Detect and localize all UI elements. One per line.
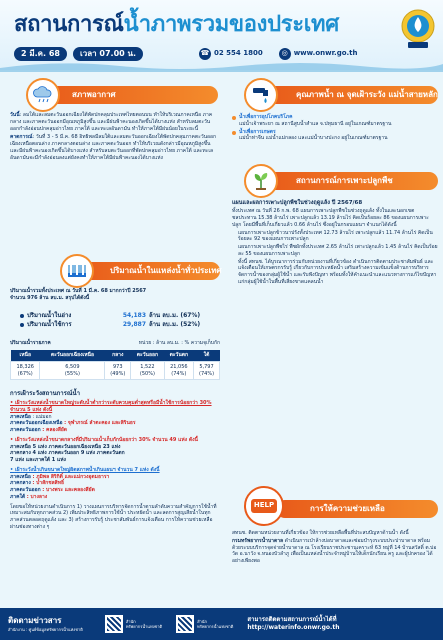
alert-line-key: ภาคตะวันออก: [10, 487, 41, 494]
table-header: ตะวันออกเฉียงเหนือ: [40, 350, 105, 361]
globe-icon: ◎: [279, 48, 291, 60]
footer-qr-2[interactable]: [176, 615, 233, 633]
help-p2-text: ดำเนินการเป่าล้างบ่อบาดาลและซ่อมบำรุงระบบประปาบาดาล พร้อมด้วยระบบบริการจุดจ่ายน้ำบาดาล ณ โรงเรียนราชประชานุเคราะห์ 63 หมู่ที่ 14 บ้านสวัสดิ์ ต.บ่อวัด อ.นาวัง จ.หนองบัวลำภู เพื่อเป็นแหล่งน้ำประจำหมู่บ้านให้เด็กนักเรียน ครู และผู้ปกครอง ได้อย่างเพียงพอ: [232, 537, 437, 564]
alert-line-value: : บางพระ และคลองสียัด: [42, 487, 95, 494]
footer-url[interactable]: http://waterinfo.onwr.go.th: [247, 624, 340, 631]
alert-3-line: [10, 494, 218, 501]
help-p2: [232, 538, 438, 565]
summary-label: ปริมาณน้ำใช้การ: [27, 321, 72, 329]
alert-line-key: ภาคตะวันออก: [10, 427, 41, 434]
crops-p1: ทั้งประเทศ ณ วันที่ 26 ก.พ. 68 แผนการเพาะปลูกพืชในช่วงฤดูแล้ง ทั้งในและนอกเขตชลประทาน 15.38 ล้านไร่ เพาะปลูกแล้ว 13.19 ล้านไร่ คิดเป็นร้อยละ 86 ของแผนการเพาะปลูก โดยมีพื้นที่เก็บเกี่ยวแล้ว 0.66 ล้านไร่ ซึ่งอยู่ในกรอบแผนฯ จำแนกได้ดังนี้: [232, 208, 429, 228]
weather-heading-text: สภาพอากาศ: [72, 89, 116, 99]
date-badge: 2 มี.ค. 68: [14, 47, 67, 62]
reservoir-heading: [76, 262, 220, 280]
alert-2-line: ภาคเหนือ 5 แห่ง ภาคตะวันออกเฉียงเหนือ 23 แห่ง: [10, 443, 121, 450]
title-accent: น้ำภาพรวมของประเทศ: [123, 12, 339, 37]
qr-2-sub: ทรัพยากรน้ำแห่งชาติ: [197, 624, 234, 629]
crops-heading: [262, 172, 438, 190]
quality-b2-text: แม่น้ำท่าจีน แม่น้ำแม่กลอง และแม่น้ำบางปะกง อยู่ในเกณฑ์มาตรฐาน: [239, 135, 388, 142]
alert-3-text: เฝ้าระวังน้ำเกินขนาดใหญ่ผิดสภาพน้ำเกินแผนฯ จำนวน 7 แห่ง ดังนี้: [14, 466, 160, 473]
alert-line-value: : คลองสียัด: [42, 427, 68, 434]
alert-3-line: [10, 487, 218, 494]
table-header-row: [11, 350, 220, 361]
alert-line-value: : บางลาง: [26, 493, 48, 500]
alert-line-value: : แม่มอก: [32, 413, 52, 420]
bullet-dot: [20, 323, 24, 327]
alert-line-value: : ภูมิพล สิริกิติ์ และแม่กวงอุดมธารา: [32, 473, 110, 480]
footer: [0, 608, 443, 640]
help-p1: สทนช. ติดตามหน่วยงานที่เกี่ยวข้อง ให้การช่วยเหลือพื้นที่ประสบปัญหาด้านน้ำ ดังนี้: [232, 530, 409, 536]
page-title: [14, 10, 339, 40]
region-table: [10, 350, 220, 380]
quality-text: [232, 114, 438, 143]
footer-system[interactable]: [247, 616, 339, 632]
qr-2-text: [197, 619, 233, 630]
alerts-closing: โดยขอให้หน่วยงานดำเนินการ 1) วางแผนการบริหารจัดการน้ำตามลำดับความสำคัญการใช้น้ำที่เหมาะสมกับทุกภาคส่วน 2) เพิ่มประสิทธิภาพการใช้น้ำ ประหยัดน้ำ และลดการสูญเสียน้ำในทุกภาคส่วนตลอดฤดูแล้ง และ 3) สร้างการรับรู้ ประชาสัมพันธ์การแจ้งเตือน การให้ความช่วยเหลือผ่านช่องทางต่าง ๆ: [10, 503, 217, 530]
summary-label: ปริมาณน้ำในอ่าง: [27, 312, 72, 319]
weather-today-text: : ลมใต้และลมตะวันออกเฉียงใต้พัดปกคลุมประเทศไทยตอนบน ทำให้บริเวณภาคเหนือ ภาคกลาง และภาคตะวันออกมีอุณหภูมิสูงขึ้น และมีฝนฟ้าคะนองเกิดขึ้นได้บางแห่ง สำหรับลมตะวันออกกำลังอ่อนปกคลุมอ่าวไทย ภาคใต้ และทะเลอันดามัน ทำให้ภาคใต้มีฝนน้อยในระยะนี้: [10, 112, 213, 132]
reservoir-summary: [20, 312, 220, 330]
quality-b1-title: น้ำเพื่อการอุปโภคบริโภค: [239, 114, 293, 120]
cell-pct: (50%): [139, 370, 155, 377]
weather-heading: [38, 86, 218, 104]
weather-forecast-text: : วันที่ 3 - 5 มี.ค. 68 อิทธิพลมีลมใต้และลมตะวันออกเฉียงใต้พัดปกคลุมภาคตะวันออกเฉียงเหนือตอนล่าง ภาคกลางตอนล่าง และภาคตะวันออก ทำให้บริเวณดังกล่าวมีอุณหภูมิสูงขึ้น และมีฝนฟ้าคะนองเกิดขึ้นได้บางแห่ง สำหรับลมตะวันออกที่พัดปกคลุมอ่าวไทย ภาคใต้ และทะเลอันดามันจะมีกำลังอ่อนลงแต่ยังคงทำให้ภาคใต้มีฝนฟ้าคะนองได้บางแห่ง: [10, 134, 217, 161]
footer-qr-1[interactable]: [105, 615, 162, 633]
quality-heading-text: คุณภาพน้ำ ณ จุดเฝ้าระวัง แม่น้ำสายหลัก: [296, 89, 438, 99]
crops-heading-text: สถานการณ์การเพาะปลูกพืช: [296, 175, 393, 185]
bullet-dot: [20, 314, 24, 318]
header: [0, 0, 443, 70]
cell-value: 1,522: [140, 363, 155, 370]
table-row: [11, 361, 220, 380]
alert-3: • เฝ้าระวังน้ำเกินขนาดใหญ่ผิดสภาพน้ำเกินแผนฯ จำนวน 7 แห่ง ดังนี้: [10, 466, 160, 473]
help-p2-label: กรมทรัพยากรน้ำบาดาล: [232, 537, 284, 544]
alerts-section: [10, 390, 218, 531]
reservoir-heading-text: ปริมาณน้ำในแหล่งน้ำทั่วประเทศ: [110, 265, 222, 275]
cell-pct: (74%): [171, 370, 187, 377]
bullet-dot: [232, 131, 236, 135]
help-text: [232, 530, 438, 566]
phone-contact[interactable]: [199, 48, 263, 60]
footer-follow: ติดตามข่าวสาร: [8, 615, 62, 625]
alert-line-key: ภาคเหนือ: [10, 413, 31, 420]
crops-p2: แผนการเพาะปลูกข้าวนาปรังทั้งประเทศ 12.73 ล้านไร่ เพาะปลูกแล้ว 11.74 ล้านไร่ คิดเป็นร้อยละ 92 ของแผนการเพาะปลูก: [238, 229, 433, 243]
qr-1-sub: ทรัพยากรน้ำแห่งชาติ: [125, 624, 163, 629]
table-cell: [105, 361, 131, 380]
reservoir-intro-line2: จำนวน 976 ล้าน ลบ.ม. สรุปได้ดังนี้: [10, 294, 90, 301]
qr-2-label: สำนัก: [197, 618, 207, 624]
cloud-rain-icon: [26, 78, 60, 112]
qr-1-label: สำนัก: [125, 618, 136, 624]
quality-heading: [262, 86, 438, 104]
cell-value: 5,797: [199, 363, 214, 370]
footer-system-label: สามารถติดตามสถานการณ์น้ำได้ที่: [247, 615, 337, 623]
crops-p4: ทั้งนี้ สทนช. ได้บูรณาการร่วมกับหน่วยงานที่เกี่ยวข้อง ดำเนินการติดตามประชาสัมพันธ์ และแจ้งเตือนให้เกษตรกรรับรู้ เกี่ยวกับการประหยัดน้ำ เสริมสร้างความเข้มแข็งด้านการบริหารจัดการน้ำของกลุ่มผู้ใช้น้ำ และรับฟังปัญหา พร้อมทั้งให้คำแนะนำและแนวทางการแก้ไขปัญหาแก่กลุ่มผู้ใช้น้ำในพื้นที่เสี่ยงขาดแคลนน้ำ: [238, 258, 437, 285]
cell-pct: (74%): [199, 370, 215, 377]
table-title: ปริมาณน้ำรายภาค: [10, 340, 51, 346]
quality-bullet-1: [232, 114, 438, 121]
table-header: ตะวันออก: [131, 350, 164, 361]
dam-icon: [60, 254, 94, 288]
title-prefix: สถานการณ์: [14, 12, 124, 37]
onwr-logo: [400, 8, 436, 50]
help-icon: [244, 486, 284, 526]
reservoir-intro-line1: ปริมาณน้ำรวมทั้งประเทศ ณ วันที่ 1 มี.ค. 68 มากกว่าปี 2567: [10, 288, 147, 294]
qr-code-icon[interactable]: [176, 615, 194, 633]
phone-icon: ☎: [199, 48, 211, 60]
help-heading: [276, 500, 438, 518]
time-badge: เวลา 07.00 น.: [73, 47, 143, 62]
wave-decoration: [0, 60, 443, 72]
quality-b1-text: แม่น้ำเจ้าพระยา ณ สถานีสูบน้ำสำแล จ.ปทุมธานี อยู่ในเกณฑ์มาตรฐาน: [239, 120, 392, 127]
table-header: ใต้: [194, 350, 220, 361]
alert-2: • เฝ้าระวังแหล่งน้ำขนาดกลางที่มีปริมาณน้ำเก็บกักน้อยกว่า 30% จำนวน 49 แห่ง ดังนี้: [10, 436, 198, 443]
qr-code-icon[interactable]: [105, 615, 123, 633]
footer-org: [8, 616, 83, 632]
help-heading-text: การให้ความช่วยเหลือ: [310, 503, 385, 513]
cell-value: 6,509: [65, 363, 80, 370]
table-header: ตะวันตก: [164, 350, 193, 361]
weather-forecast-label: คาดการณ์: [10, 134, 33, 141]
website-link[interactable]: [279, 48, 358, 60]
table-header: เหนือ: [11, 350, 40, 361]
alerts-title: การเฝ้าระวังสถานการณ์น้ำ: [10, 390, 80, 397]
crops-title: แผนและผลการเพาะปลูกพืชในช่วงฤดูแล้ง ปี 2567/68: [232, 200, 363, 206]
alert-line-value: : จุฬาภรณ์ ลำตะคอง และสิรินธร: [64, 420, 136, 427]
alert-1-text: เฝ้าระวังแหล่งน้ำขนาดใหญ่ระดับน้ำต่ำกว่าระดับควบคุมต่ำสุดหรือมีน้ำใช้การน้อยกว่า 30% จำนวน 5 แห่ง ดังนี้: [10, 400, 212, 413]
cell-value: 21,056: [170, 363, 188, 370]
cell-pct: (67%): [17, 370, 33, 377]
weather-text: [10, 112, 218, 161]
summary-unit: ล้าน ลบ.ม. (52%): [149, 321, 201, 329]
footer-office: สำนักงาน : ศูนย์ข้อมูลทรัพยากรน้ำแห่งชาติ: [8, 626, 83, 632]
table-cell: [194, 361, 220, 380]
table-header: กลาง: [105, 350, 131, 361]
reservoir-intro: [10, 288, 218, 302]
website-url: www.onwr.go.th: [293, 49, 358, 58]
alert-line-value: : ป่าสักชลสิทธิ์: [32, 480, 65, 487]
help-badge: HELP: [251, 499, 277, 512]
crops-text: [232, 200, 438, 287]
weather-today-label: วันนี้: [10, 112, 20, 118]
alert-1-line: [10, 427, 218, 434]
table-caption: [10, 340, 220, 347]
alert-line-key: ภาคเหนือ: [10, 473, 31, 480]
summary-value: 54,183: [122, 312, 146, 319]
table-cell: [164, 361, 193, 380]
cell-value: 18,326: [16, 363, 34, 370]
summary-unit: ล้าน ลบ.ม. (67%): [149, 312, 201, 319]
alert-2-line: 7 แห่ง และภาคใต้ 1 แห่ง: [10, 457, 66, 464]
reservoir-summary-row: [20, 312, 220, 320]
phone-number: 02 554 1800: [214, 49, 263, 58]
alert-line-key: ภาคกลาง: [10, 480, 31, 487]
water-tap-icon: [244, 78, 278, 112]
table-cell: [11, 361, 40, 380]
qr-1-text: [126, 619, 162, 630]
bullet-dot: [232, 116, 236, 120]
table-cell: [40, 361, 105, 380]
table-cell: [131, 361, 164, 380]
alert-1: • เฝ้าระวังแหล่งน้ำขนาดใหญ่ระดับน้ำต่ำกว่าระดับควบคุมต่ำสุดหรือมีน้ำใช้การน้อยกว่า 30% จำนวน 5 แห่ง ดังนี้: [10, 400, 212, 413]
alert-2-line: ภาคกลาง 4 แห่ง ภาคตะวันออก 9 แห่ง ภาคตะวันตก: [10, 450, 125, 457]
alert-2-text: เฝ้าระวังแหล่งน้ำขนาดกลางที่มีปริมาณน้ำเก็บกักน้อยกว่า 30% จำนวน 49 แห่ง ดังนี้: [14, 436, 198, 443]
alert-line-key: ภาคใต้: [10, 493, 26, 500]
reservoir-summary-row: [20, 321, 220, 329]
quality-b2-title: น้ำเพื่อการเกษตร: [239, 128, 276, 135]
cell-pct: (55%): [64, 370, 80, 377]
summary-value: 29,887: [122, 321, 146, 329]
cell-value: 973: [113, 363, 123, 370]
crops-p3: แผนการเพาะปลูกพืชไร่ พืชผักทั้งประเทศ 2.65 ล้านไร่ เพาะปลูกแล้ว 1.45 ล้านไร่ คิดเป็นร้อยละ 55 ของแผนการเพาะปลูก: [238, 244, 438, 257]
table-unit: หน่วย : ล้าน ลบ.ม. : % ความจุเก็บกัก: [138, 340, 220, 346]
alert-line-key: ภาคตะวันออกเฉียงเหนือ: [10, 420, 63, 427]
plant-icon: [244, 164, 278, 198]
cell-pct: (49%): [110, 370, 126, 377]
